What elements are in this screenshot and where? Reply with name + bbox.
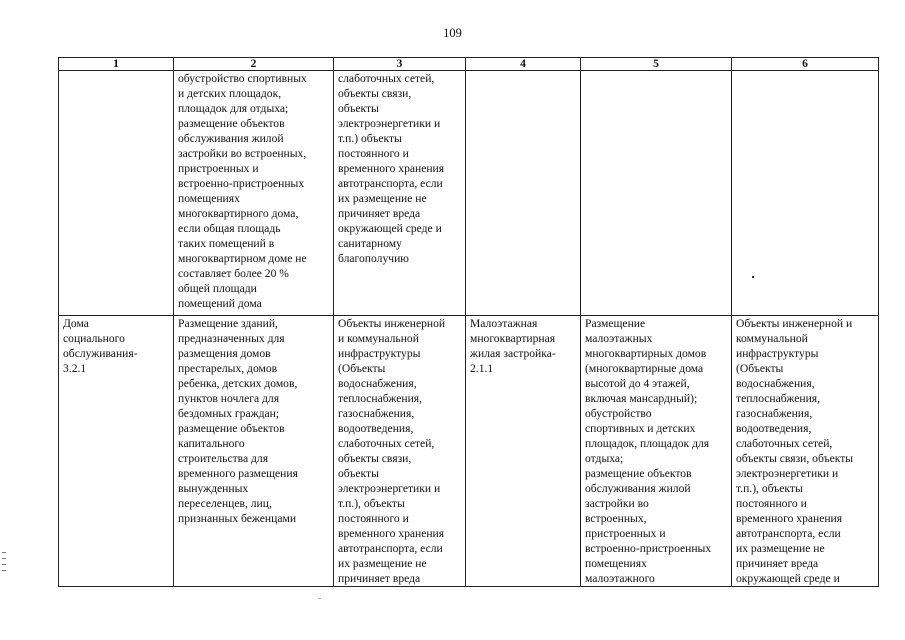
table-header-row — [59, 58, 879, 71]
table-cell: Объекты инженерной и коммунальной инфраструктуры (Объекты водоснабжения, теплоснабжения, газоснабжения, водоотведения, слаботочных сетей, объекты связи, объекты электроэнергетики и т.п.), объекты постоянного и временного хранения автотранспорта, если их размещение не причиняет вреда окружающей среде и — [732, 316, 879, 587]
column-header: 4 — [466, 58, 581, 71]
zoning-table — [58, 57, 879, 587]
column-header: 6 — [732, 58, 879, 71]
table-row — [59, 71, 879, 316]
table-row — [59, 316, 879, 587]
margin-marks — [2, 552, 8, 582]
scan-speck — [752, 276, 754, 278]
table-cell: слаботочных сетей, объекты связи, объекты электроэнергетики и т.п.) объекты постоянного и временного хранения автотранспорта, если их размещение не причиняет вреда окружающей среде и санитарному благополучию — [334, 71, 466, 316]
table-cell: Размещение малоэтажных многоквартирных домов (многоквартирные дома высотой до 4 этажей, включая мансардный); обустройство спортивных и детских площадок, площадок для отдыха; размещение объектов обслуживания жилой застройки во встроенных, пристроенных и встроенно-пристроенных помещениях малоэтажного — [581, 316, 732, 587]
table-cell: Дома социального обслуживания- 3.2.1 — [59, 316, 174, 587]
table-cell — [466, 71, 581, 316]
column-header: 1 — [59, 58, 174, 71]
column-header: 2 — [174, 58, 334, 71]
table-cell — [581, 71, 732, 316]
column-header: 5 — [581, 58, 732, 71]
table-cell — [59, 71, 174, 316]
table-cell: обустройство спортивных и детских площадок, площадок для отдыха; размещение объектов обслуживания жилой застройки во встроенных, пристроенных и встроенно-пристроенных помещениях многоквартирного дома, если общая площадь таких помещений в многоквартирном доме не составляет более 20 % общей площади помещений дома — [174, 71, 334, 316]
scan-speck — [318, 598, 321, 599]
table-cell: Объекты инженерной и коммунальной инфраструктуры (Объекты водоснабжения, теплоснабжения, газоснабжения, водоотведения, слаботочных сетей, объекты связи, объекты электроэнергетики и т.п.), объекты постоянного и временного хранения автотранспорта, если их размещение не причиняет вреда — [334, 316, 466, 587]
column-header: 3 — [334, 58, 466, 71]
page-number: 109 — [443, 26, 462, 40]
table-cell — [732, 71, 879, 316]
table-cell: Размещение зданий, предназначенных для размещения домов престарелых, домов ребенка, детских домов, пунктов ночлега для бездомных граждан; размещение объектов капитального строительства для временного размещения вынужденных переселенцев, лиц, признанных беженцами — [174, 316, 334, 587]
table-cell: Малоэтажная многоквартирная жилая застройка- 2.1.1 — [466, 316, 581, 587]
